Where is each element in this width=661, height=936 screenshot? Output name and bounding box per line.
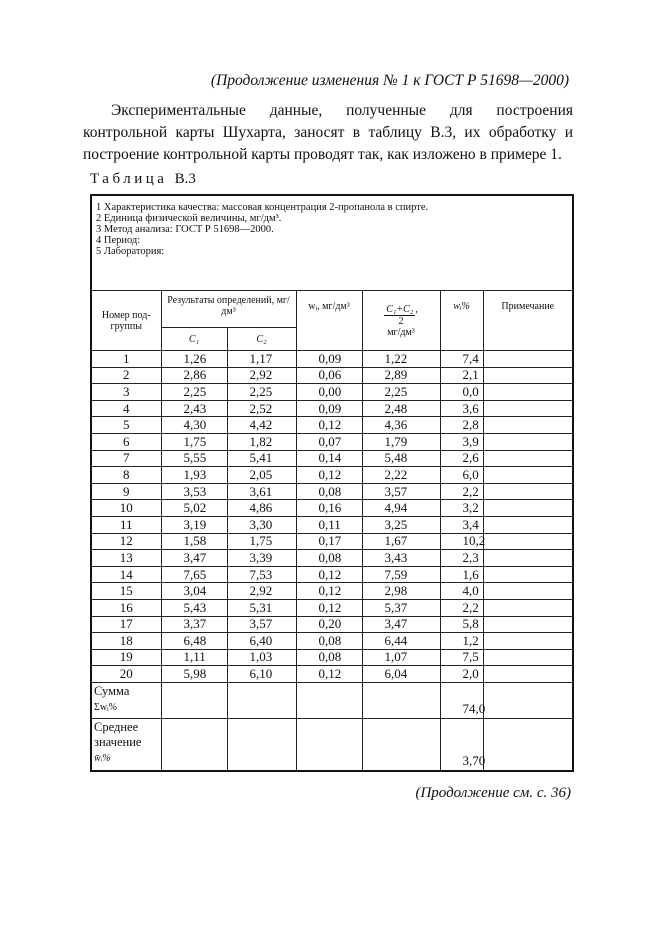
row-wi-percent: 3,4 (440, 516, 483, 533)
row-c2: 6,40 (227, 633, 296, 650)
sum-mean-empty (362, 682, 440, 718)
row-c1: 7,65 (161, 566, 227, 583)
row-wi-percent: 3,9 (440, 433, 483, 450)
row-note (483, 351, 573, 368)
row-mean: 6,44 (362, 633, 440, 650)
row-c1: 5,43 (161, 599, 227, 616)
row-mean: 1,79 (362, 433, 440, 450)
table-caption-word: Таблица (90, 171, 168, 187)
header-mean-unit: мг/дм³ (387, 326, 415, 338)
row-note (483, 666, 573, 683)
row-mean: 4,94 (362, 500, 440, 517)
row-wi-percent: 7,4 (440, 351, 483, 368)
table-row (91, 384, 573, 401)
row-number: 15 (91, 583, 161, 600)
row-mean: 3,25 (362, 516, 440, 533)
sum-label (91, 682, 161, 718)
table-metadata (91, 195, 573, 291)
row-c2: 4,42 (227, 417, 296, 434)
row-wi-percent: 2,6 (440, 450, 483, 467)
continuation-footer: (Продолжение см. с. 36) (415, 785, 571, 801)
row-c2: 2,52 (227, 400, 296, 417)
row-c2: 2,05 (227, 467, 296, 484)
row-wi: 0,00 (296, 384, 362, 401)
row-note (483, 649, 573, 666)
row-c2: 6,10 (227, 666, 296, 683)
average-mean-empty (362, 718, 440, 771)
meta-period: 4 Период: (96, 235, 141, 246)
row-c2: 1,03 (227, 649, 296, 666)
average-label-symbol: w̄ᵢ% (94, 752, 111, 764)
row-c2: 2,92 (227, 367, 296, 384)
header-mean-numerator: C₁+C₂ (386, 303, 414, 315)
row-wi: 0,07 (296, 433, 362, 450)
row-wi-percent: 2,1 (440, 367, 483, 384)
header-note-label: Примечание (501, 301, 555, 312)
row-mean: 5,48 (362, 450, 440, 467)
row-number: 8 (91, 467, 161, 484)
control-chart-table (90, 194, 574, 772)
row-wi: 0,08 (296, 550, 362, 567)
row-number: 19 (91, 649, 161, 666)
row-c2: 1,17 (227, 351, 296, 368)
row-c2: 7,53 (227, 566, 296, 583)
row-wi: 0,12 (296, 467, 362, 484)
sum-label-top: Сумма (94, 683, 130, 698)
row-number: 12 (91, 533, 161, 550)
row-wi: 0,20 (296, 616, 362, 633)
table-row (91, 367, 573, 384)
meta-laboratory: 5 Лаборатория: (96, 246, 165, 257)
row-wi-percent: 1,6 (440, 566, 483, 583)
table-row (91, 450, 573, 467)
row-wi-percent: 4,0 (440, 583, 483, 600)
row-mean: 2,48 (362, 400, 440, 417)
sum-c2-empty (227, 682, 296, 718)
row-mean: 4,36 (362, 417, 440, 434)
table-row (91, 533, 573, 550)
row-note (483, 400, 573, 417)
row-mean: 3,57 (362, 483, 440, 500)
header-note (483, 291, 573, 351)
row-c1: 1,75 (161, 433, 227, 450)
row-mean: 1,22 (362, 351, 440, 368)
row-number: 5 (91, 417, 161, 434)
row-c2: 4,86 (227, 500, 296, 517)
row-wi-percent: 6,0 (440, 467, 483, 484)
header-wi-label: wᵢ, мг/дм³ (308, 301, 350, 312)
row-mean: 3,43 (362, 550, 440, 567)
row-wi-percent: 10,2 (440, 533, 483, 550)
row-mean: 2,89 (362, 367, 440, 384)
row-wi: 0,12 (296, 666, 362, 683)
row-number: 17 (91, 616, 161, 633)
row-number: 2 (91, 367, 161, 384)
average-c1-empty (161, 718, 227, 771)
header-c1: C₁ (161, 328, 227, 351)
sum-note-empty (483, 682, 573, 718)
row-wi-percent: 2,2 (440, 483, 483, 500)
row-wi-percent: 7,5 (440, 649, 483, 666)
row-c2: 1,75 (227, 533, 296, 550)
row-c1: 2,86 (161, 367, 227, 384)
table-row (91, 566, 573, 583)
row-mean: 3,47 (362, 616, 440, 633)
row-number: 1 (91, 351, 161, 368)
header-group-number: Номер под-группы (91, 291, 161, 351)
row-note (483, 516, 573, 533)
row-c1: 5,98 (161, 666, 227, 683)
row-c1: 3,37 (161, 616, 227, 633)
row-note (483, 483, 573, 500)
row-c1: 2,25 (161, 384, 227, 401)
row-mean: 5,37 (362, 599, 440, 616)
row-c1: 5,02 (161, 500, 227, 517)
row-number: 7 (91, 450, 161, 467)
table-row (91, 633, 573, 650)
row-c2: 2,25 (227, 384, 296, 401)
row-number: 11 (91, 516, 161, 533)
sum-value: 74,0 (440, 682, 483, 718)
row-c2: 5,31 (227, 599, 296, 616)
average-value: 3,70 (440, 718, 483, 771)
row-note (483, 450, 573, 467)
row-note (483, 633, 573, 650)
row-number: 10 (91, 500, 161, 517)
row-c2: 5,41 (227, 450, 296, 467)
row-number: 6 (91, 433, 161, 450)
row-mean: 6,04 (362, 666, 440, 683)
row-wi: 0,17 (296, 533, 362, 550)
row-wi: 0,09 (296, 400, 362, 417)
sum-c1-empty (161, 682, 227, 718)
row-mean: 2,98 (362, 583, 440, 600)
row-c1: 3,47 (161, 550, 227, 567)
table-row (91, 550, 573, 567)
row-wi: 0,12 (296, 599, 362, 616)
row-note (483, 550, 573, 567)
row-note (483, 467, 573, 484)
table-caption (90, 171, 196, 188)
row-wi: 0,08 (296, 633, 362, 650)
table-row (91, 400, 573, 417)
row-note (483, 433, 573, 450)
data-rows (91, 351, 573, 683)
row-mean: 1,67 (362, 533, 440, 550)
row-note (483, 417, 573, 434)
intro-paragraph: Экспериментальные данные, полученные для построения контрольной карты Шухарта, заносят в таблицу В.3, их обработку и построение контрольной карты проводят так, как изложено в примере 1. (83, 102, 573, 163)
header-results: Результаты определений, мг/дм³ (161, 291, 296, 328)
row-number: 4 (91, 400, 161, 417)
row-number: 18 (91, 633, 161, 650)
row-c1: 1,11 (161, 649, 227, 666)
meta-quality: 1 Характеристика качества: массовая концентрация 2-пропанола в спирте. (96, 202, 429, 213)
average-label-line2: значение (94, 734, 142, 749)
row-mean: 2,22 (362, 467, 440, 484)
table-row (91, 351, 573, 368)
row-c1: 3,53 (161, 483, 227, 500)
header-mean: C₁+C₂ , 2 мг/дм³ (362, 291, 440, 351)
row-wi: 0,12 (296, 583, 362, 600)
row-c2: 3,57 (227, 616, 296, 633)
row-c2: 3,61 (227, 483, 296, 500)
sum-label-symbol: Σwᵢ% (94, 701, 118, 713)
row-wi-percent: 3,6 (440, 400, 483, 417)
row-c1: 3,19 (161, 516, 227, 533)
average-label (91, 718, 161, 771)
row-note (483, 599, 573, 616)
row-c1: 3,04 (161, 583, 227, 600)
row-wi: 0,08 (296, 649, 362, 666)
row-c2: 2,92 (227, 583, 296, 600)
row-wi: 0,12 (296, 566, 362, 583)
table-row (91, 649, 573, 666)
row-c1: 2,43 (161, 400, 227, 417)
sum-wi-empty (296, 682, 362, 718)
row-mean: 2,25 (362, 384, 440, 401)
row-wi-percent: 2,3 (440, 550, 483, 567)
meta-unit: 2 Единица физической величины, мг/дм³. (96, 213, 282, 224)
row-wi: 0,11 (296, 516, 362, 533)
row-c2: 3,39 (227, 550, 296, 567)
meta-method: 3 Метод анализа: ГОСТ Р 51698—2000. (96, 224, 274, 235)
table-row (91, 417, 573, 434)
row-note (483, 384, 573, 401)
row-number: 3 (91, 384, 161, 401)
row-c1: 1,58 (161, 533, 227, 550)
table-row (91, 483, 573, 500)
header-c2: C₂ (227, 328, 296, 351)
average-wi-empty (296, 718, 362, 771)
table-caption-number: В.3 (174, 171, 196, 187)
row-c1: 6,48 (161, 633, 227, 650)
row-note (483, 533, 573, 550)
row-mean: 1,07 (362, 649, 440, 666)
row-note (483, 616, 573, 633)
table-row (91, 599, 573, 616)
row-number: 14 (91, 566, 161, 583)
header-mean-denominator: 2 (398, 315, 404, 327)
row-note (483, 566, 573, 583)
row-wi: 0,09 (296, 351, 362, 368)
row-wi-percent: 2,8 (440, 417, 483, 434)
table-row (91, 500, 573, 517)
header-wi-percent (440, 291, 483, 351)
row-wi-percent: 2,0 (440, 666, 483, 683)
average-label-line1: Среднее (94, 719, 139, 734)
row-note (483, 583, 573, 600)
row-number: 9 (91, 483, 161, 500)
table-row (91, 516, 573, 533)
row-wi: 0,12 (296, 417, 362, 434)
row-number: 16 (91, 599, 161, 616)
row-c1: 5,55 (161, 450, 227, 467)
row-wi-percent: 2,2 (440, 599, 483, 616)
row-wi-percent: 5,8 (440, 616, 483, 633)
table-row (91, 583, 573, 600)
row-c1: 4,30 (161, 417, 227, 434)
continuation-header: (Продолжение изменения № 1 к ГОСТ Р 51698—2000) (210, 72, 569, 89)
row-wi: 0,16 (296, 500, 362, 517)
row-wi: 0,06 (296, 367, 362, 384)
header-wi (296, 291, 362, 351)
row-wi: 0,08 (296, 483, 362, 500)
row-wi-percent: 1,2 (440, 633, 483, 650)
table-row (91, 666, 573, 683)
row-c1: 1,93 (161, 467, 227, 484)
average-note-empty (483, 718, 573, 771)
row-note (483, 500, 573, 517)
row-wi-percent: 3,2 (440, 500, 483, 517)
table-row (91, 433, 573, 450)
row-mean: 7,59 (362, 566, 440, 583)
row-number: 20 (91, 666, 161, 683)
row-note (483, 367, 573, 384)
row-wi-percent: 0,0 (440, 384, 483, 401)
row-c1: 1,26 (161, 351, 227, 368)
table-row (91, 467, 573, 484)
row-c2: 1,82 (227, 433, 296, 450)
row-wi: 0,14 (296, 450, 362, 467)
table-row (91, 616, 573, 633)
row-c2: 3,30 (227, 516, 296, 533)
average-c2-empty (227, 718, 296, 771)
row-number: 13 (91, 550, 161, 567)
header-wi-percent-label: wᵢ% (453, 301, 470, 312)
